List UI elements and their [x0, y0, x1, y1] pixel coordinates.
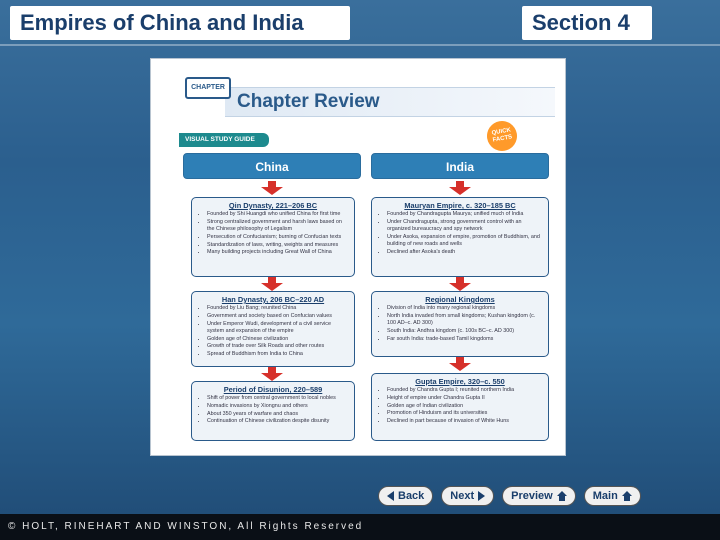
- list-item: • Under Asoka, expansion of empire, promotion of Buddhism, and building of new roads and wells: [387, 234, 542, 248]
- india-box-gupta: [371, 373, 549, 441]
- back-arrow-icon: [387, 491, 394, 501]
- list-item: • Persecution of Confucianism; burning of Confucian texts: [207, 234, 348, 241]
- list-item: • South India: Andhra kingdom (c. 100s BC–c. AD 300): [387, 328, 542, 335]
- list-item: • About 350 years of warfare and chaos: [207, 411, 348, 418]
- home-icon: [557, 491, 567, 501]
- list-item: • Founded by Liu Bang; reunited China: [207, 305, 348, 312]
- box-title: Han Dynasty, 206 BC–220 AD: [221, 295, 325, 304]
- list-item: • Declined after Asoka's death: [387, 249, 542, 256]
- box-title: Mauryan Empire, c. 320–185 BC: [404, 201, 516, 210]
- list-item: • Spread of Buddhism from India to China: [207, 351, 348, 358]
- list-item: • Promotion of Hinduism and its universities: [387, 410, 542, 417]
- box-title: Gupta Empire, 320–c. 550: [415, 377, 505, 386]
- next-label: Next: [450, 490, 475, 502]
- list-item: • Growth of trade over Silk Roads and other routes: [207, 343, 348, 350]
- list-item: • Founded by Chandra Gupta I; reunited northern India: [387, 387, 542, 394]
- next-arrow-icon: [478, 491, 485, 501]
- list-item: • Far south India: trade-based Tamil kingdoms: [387, 336, 542, 343]
- list-item: • Founded by Shi Huangdi who unified China for first time: [207, 211, 348, 218]
- list-item: • North India invaded from small kingdoms; Kushan kingdom (c. 100 AD–c. AD 300): [387, 313, 542, 327]
- list-item: • Strong centralized government and harsh laws based on the Chinese philosophy of Legalism: [207, 219, 348, 233]
- box-title: Period of Disunion, 220–589: [223, 385, 323, 394]
- box-title: Qin Dynasty, 221–206 BC: [228, 201, 318, 210]
- china-box-han: [191, 291, 355, 367]
- list-item: • Division of India into many regional kingdoms: [387, 305, 542, 312]
- preview-label: Preview: [511, 490, 553, 502]
- header-divider: [0, 44, 720, 46]
- china-box-disunion: [191, 381, 355, 441]
- navigation-bar: [378, 486, 641, 506]
- down-arrow-icon: [449, 357, 471, 371]
- main-button[interactable]: [584, 486, 641, 506]
- list-item: • Founded by Chandragupta Maurya; unified much of India: [387, 211, 542, 218]
- list-item: • Many building projects including Great Wall of China: [207, 249, 348, 256]
- down-arrow-icon: [449, 277, 471, 291]
- list-item: • Government and society based on Confucian values: [207, 313, 348, 320]
- chapter-review-page: [150, 58, 566, 456]
- down-arrow-icon: [261, 181, 283, 195]
- china-box-qin: [191, 197, 355, 277]
- main-label: Main: [592, 490, 618, 502]
- down-arrow-icon: [449, 181, 471, 195]
- india-box-mauryan: [371, 197, 549, 277]
- quick-facts-badge: QUICK FACTS: [485, 119, 520, 154]
- list-item: • Golden age of Chinese civilization: [207, 336, 348, 343]
- back-button[interactable]: [378, 486, 433, 506]
- down-arrow-icon: [261, 277, 283, 291]
- box-title: Regional Kingdoms: [425, 295, 495, 304]
- list-item: • Declined in part because of invasion of White Huns: [387, 418, 542, 425]
- list-item: • Under Emperor Wudi, development of a civil service system and expansion of the empire: [207, 321, 348, 335]
- back-label: Back: [398, 490, 425, 502]
- chapter-review-title: Chapter Review: [237, 91, 380, 112]
- list-item: • Shift of power from central government to local nobles: [207, 395, 348, 402]
- list-item: • Height of empire under Chandra Gupta II: [387, 395, 542, 402]
- list-item: • Golden age of Indian civilization: [387, 403, 542, 410]
- list-item: • Under Chandragupta, strong government control with an organized bureaucracy and spy network: [387, 219, 542, 233]
- list-item: • Standardization of laws, writing, weights and measures: [207, 242, 348, 249]
- list-item: • Nomadic invasions by Xiongnu and others: [207, 403, 348, 410]
- chapter-tab: CHAPTER: [185, 77, 231, 99]
- india-column-header: India: [371, 153, 549, 179]
- visual-study-guide-label: VISUAL STUDY GUIDE: [179, 133, 269, 147]
- copyright-footer: © HOLT, RINEHART AND WINSTON, All Rights Reserved: [0, 514, 720, 540]
- slide-title: Empires of China and India: [10, 6, 350, 40]
- section-label: Section 4: [522, 6, 652, 40]
- preview-button[interactable]: [502, 486, 576, 506]
- down-arrow-icon: [261, 367, 283, 381]
- home-icon: [622, 491, 632, 501]
- next-button[interactable]: [441, 486, 494, 506]
- china-column-header: China: [183, 153, 361, 179]
- india-box-regional: [371, 291, 549, 357]
- chapter-review-banner: [225, 87, 555, 117]
- list-item: • Continuation of Chinese civilization despite disunity: [207, 418, 348, 425]
